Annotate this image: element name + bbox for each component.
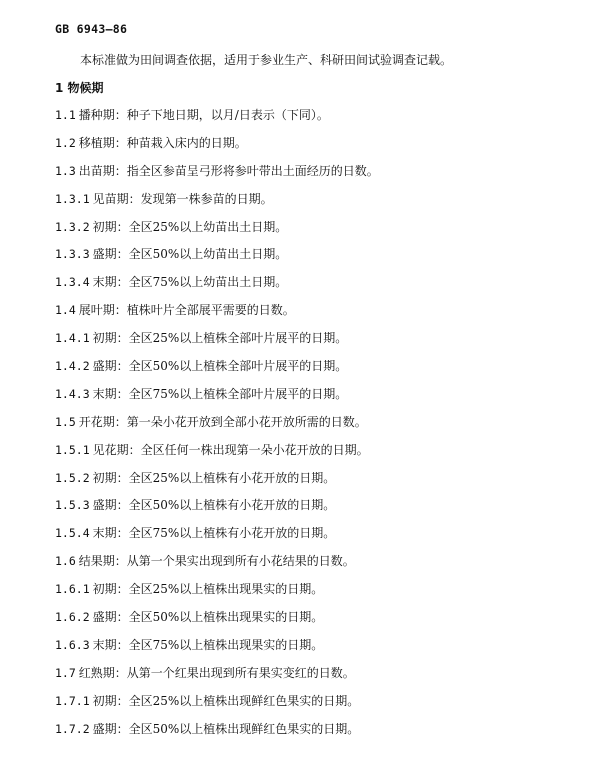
- clause-item: [55, 107, 379, 135]
- clause-text: 初期：全区25%以上幼苗出土日期。: [92, 219, 288, 234]
- clause-number: 1.6.1: [55, 582, 90, 597]
- clause-text: 盛期：全区50%以上植株出现果实的日期。: [92, 610, 324, 625]
- clause-text: 播种期：种子下地日期，以月/日表示（下同）。: [78, 108, 329, 122]
- clause-item: [55, 386, 379, 414]
- intro-paragraph: 本标准做为田间调查依据，适用于参业生产、科研田间试验调查记载。: [80, 53, 453, 67]
- clause-item: [55, 665, 379, 693]
- clause-item: [55, 693, 379, 721]
- clause-number: 1.3: [55, 163, 76, 178]
- clause-number: 1.7: [55, 665, 76, 680]
- clause-text: 红熟期：从第一个红果出现到所有果实变红的日数。: [78, 665, 355, 680]
- clause-item: [55, 721, 379, 749]
- clause-number: 1.5.4: [55, 526, 90, 541]
- clause-number: 1.6.2: [55, 610, 90, 625]
- clause-number: 1.3.4: [55, 275, 90, 290]
- clause-number: 1.5: [55, 414, 76, 429]
- clause-text: 结果期：从第一个果实出现到所有小花结果的日数。: [78, 554, 355, 569]
- clause-item: [55, 358, 379, 386]
- clause-text: 初期：全区25%以上植株有小花开放的日期。: [92, 470, 336, 485]
- clause-text: 见花期：全区任何一株出现第一朵小花开放的日期。: [92, 442, 369, 457]
- clause-item: [55, 302, 379, 330]
- clause-text: 展叶期：植株叶片全部展平需要的日数。: [78, 303, 295, 318]
- clause-text: 见苗期：发现第一株参苗的日期。: [92, 191, 273, 206]
- clause-item: [55, 581, 379, 609]
- clause-number: 1.4: [55, 303, 76, 318]
- clause-number: 1.5.2: [55, 470, 90, 485]
- clause-number: 1.5.3: [55, 498, 90, 513]
- clause-number: 1.4.1: [55, 331, 90, 346]
- clause-item: [55, 609, 379, 637]
- clause-item: [55, 246, 379, 274]
- clause-text: 盛期：全区50%以上植株全部叶片展平的日期。: [92, 359, 348, 374]
- clause-number: 1.3.2: [55, 219, 90, 234]
- clause-number: 1.2: [55, 135, 76, 150]
- clause-text: 开花期：第一朵小花开放到全部小花开放所需的日数。: [78, 414, 367, 429]
- clause-number: 1.4.2: [55, 359, 90, 374]
- clause-number: 1.7.2: [55, 721, 90, 736]
- clause-text: 移植期：种苗栽入床内的日期。: [78, 135, 247, 150]
- clause-number: 1.4.3: [55, 386, 90, 401]
- clause-item: [55, 163, 379, 191]
- clause-item: [55, 219, 379, 247]
- clause-number: 1.1: [55, 108, 76, 122]
- clause-text: 末期：全区75%以上植株出现果实的日期。: [92, 637, 324, 652]
- clause-text: 盛期：全区50%以上幼苗出土日期。: [92, 247, 288, 262]
- clause-text: 出苗期：指全区参苗呈弓形将参叶带出土面经历的日数。: [78, 163, 379, 178]
- clause-item: [55, 525, 379, 553]
- clause-number: 1.3.3: [55, 247, 90, 262]
- clause-list: [55, 107, 379, 748]
- clause-number: 1.6.3: [55, 637, 90, 652]
- clause-number: 1.6: [55, 554, 76, 569]
- clause-item: [55, 470, 379, 498]
- clause-item: [55, 497, 379, 525]
- clause-text: 初期：全区25%以上植株全部叶片展平的日期。: [92, 331, 348, 346]
- clause-item: [55, 442, 379, 470]
- clause-text: 盛期：全区50%以上植株有小花开放的日期。: [92, 498, 336, 513]
- clause-text: 末期：全区75%以上幼苗出土日期。: [92, 275, 288, 290]
- standard-number: GB 6943—86: [55, 22, 128, 36]
- clause-item: [55, 330, 379, 358]
- clause-text: 末期：全区75%以上植株有小花开放的日期。: [92, 526, 336, 541]
- clause-text: 盛期：全区50%以上植株出现鲜红色果实的日期。: [92, 721, 360, 736]
- clause-item: [55, 637, 379, 665]
- clause-text: 初期：全区25%以上植株出现鲜红色果实的日期。: [92, 693, 360, 708]
- clause-item: [55, 191, 379, 219]
- clause-number: 1.3.1: [55, 191, 90, 206]
- clause-number: 1.5.1: [55, 442, 90, 457]
- clause-item: [55, 414, 379, 442]
- clause-item: [55, 553, 379, 581]
- section-title: 1 物候期: [55, 81, 104, 95]
- clause-text: 初期：全区25%以上植株出现果实的日期。: [92, 582, 324, 597]
- clause-item: [55, 135, 379, 163]
- clause-number: 1.7.1: [55, 693, 90, 708]
- clause-text: 末期：全区75%以上植株全部叶片展平的日期。: [92, 386, 348, 401]
- clause-item: [55, 274, 379, 302]
